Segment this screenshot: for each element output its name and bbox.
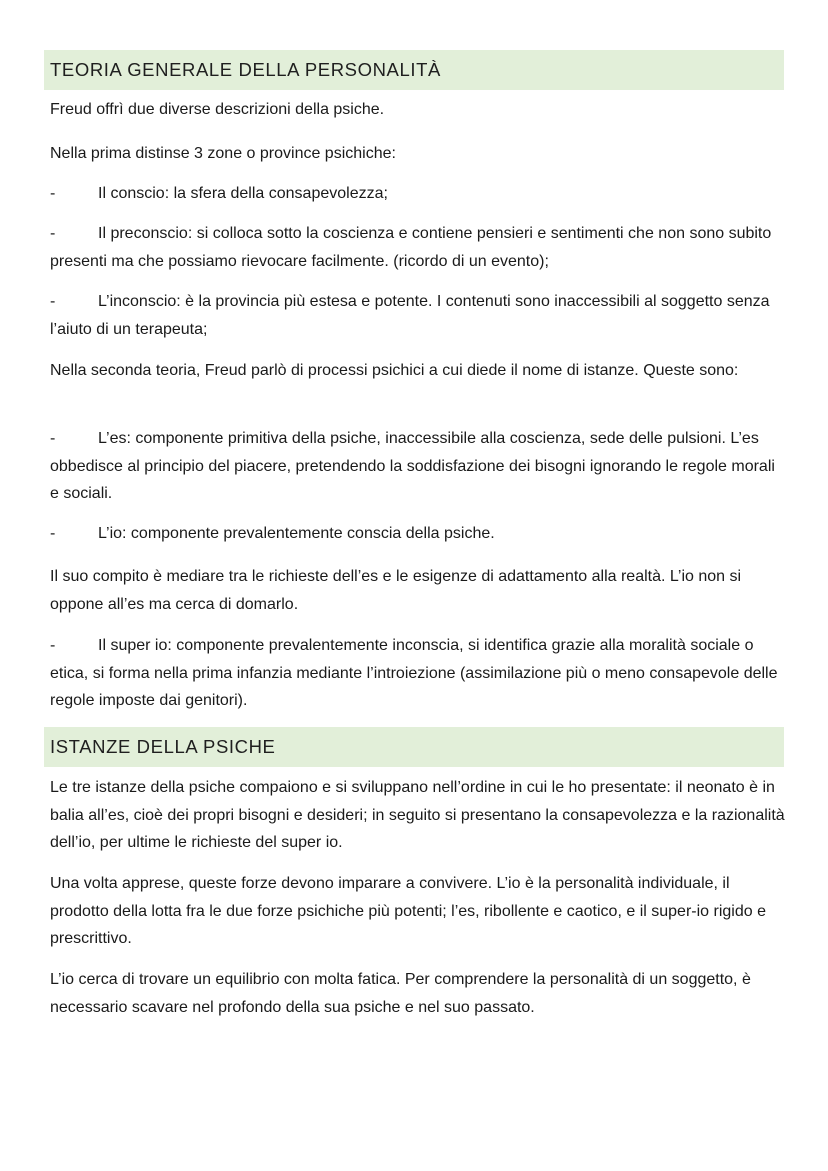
list-item [50, 520, 785, 548]
bullet-dash: - [50, 293, 56, 310]
paragraph: Freud offrì due diverse descrizioni della psiche. [50, 101, 385, 118]
list-item [50, 632, 785, 715]
list-item [50, 180, 785, 208]
paragraph: Le tre istanze della psiche compaiono e si sviluppano nell’ordine in cui le ho presentate: il neonato è in balia all’es, cioè dei propri bisogni e desideri; in seguito si presentano la consapevolezza e la razionalità dell’io, per ultime le richieste del super io. [50, 779, 785, 851]
bullet-dash: - [50, 225, 56, 242]
paragraph: Una volta apprese, queste forze devono imparare a convivere. L’io è la personalità individuale, il prodotto della lotta fra le due forze psichiche più potenti; l’es, ribollente e caotico, e il super-io rigido e prescrittivo. [50, 875, 766, 947]
bullet-dash: - [50, 525, 56, 542]
section-heading-istanze [44, 727, 784, 767]
bullet-dash: - [50, 185, 56, 202]
section-heading-teoria [44, 50, 784, 90]
list-item-text: Il preconscio: si colloca sotto la coscienza e contiene pensieri e sentimenti che non sono subito presenti ma che possiamo rievocare facilmente. (ricordo di un evento); [50, 225, 772, 270]
list-item-text: L’es: componente primitiva della psiche, inaccessibile alla coscienza, sede delle pulsioni. L’es obbedisce al principio del piacere, pretendendo la soddisfazione dei bisogni ignorando le regole morali e sociali. [50, 430, 775, 502]
list-item-text: L’io: componente prevalentemente conscia della psiche. [98, 525, 495, 542]
list-item-text: Il super io: componente prevalentemente inconscia, si identifica grazie alla moralità sociale o etica, si forma nella prima infanzia mediante l’introiezione (assimilazione più o meno consapevole delle regole imposte dai genitori). [50, 637, 778, 709]
paragraph: L’io cerca di trovare un equilibrio con molta fatica. Per comprendere la personalità di un soggetto, è necessario scavare nel profondo della sua psiche e nel suo passato. [50, 971, 751, 1016]
paragraph: Il suo compito è mediare tra le richieste dell’es e le esigenze di adattamento alla realtà. L’io non si oppone all’es ma cerca di domarlo. [50, 568, 742, 613]
list-item-text: Il conscio: la sfera della consapevolezza; [98, 185, 388, 202]
section-title: ISTANZE DELLA PSICHE [50, 736, 276, 757]
section-title: TEORIA GENERALE DELLA PERSONALITÀ [50, 59, 441, 80]
paragraph: Nella prima distinse 3 zone o province psichiche: [50, 145, 396, 162]
bullet-dash: - [50, 637, 56, 654]
paragraph: Nella seconda teoria, Freud parlò di processi psichici a cui diede il nome di istanze. Queste sono: [50, 362, 739, 379]
list-item [50, 220, 785, 275]
bullet-dash: - [50, 430, 56, 447]
list-item [50, 288, 785, 343]
list-item-text: L’inconscio: è la provincia più estesa e potente. I contenuti sono inaccessibili al soggetto senza l’aiuto di un terapeuta; [50, 293, 770, 338]
list-item [50, 425, 785, 508]
